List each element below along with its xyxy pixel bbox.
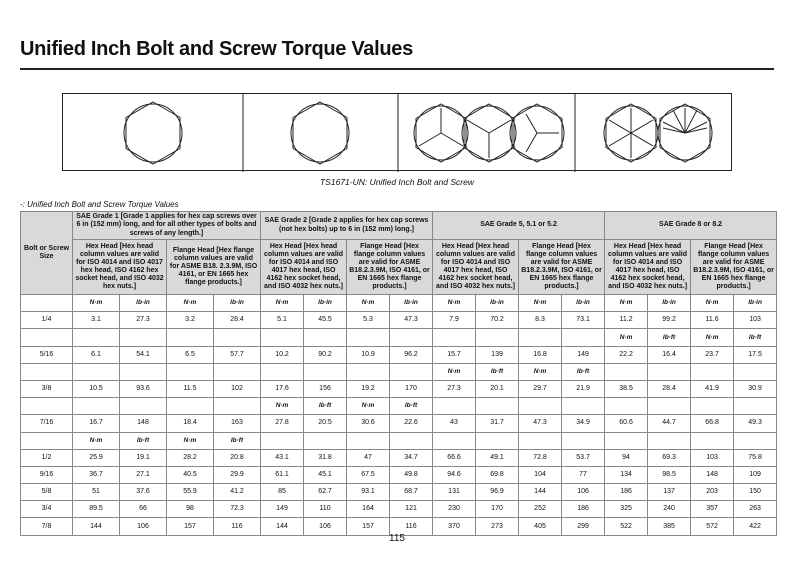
value-cell: 34.9 <box>562 415 605 432</box>
table-row <box>21 398 777 415</box>
unit-cell <box>347 363 390 380</box>
size-cell: 7/16 <box>21 415 73 432</box>
unit-cell <box>347 329 390 346</box>
value-cell: 6.1 <box>73 346 120 363</box>
value-cell: 28.4 <box>214 312 261 329</box>
value-cell: 98.5 <box>648 466 691 483</box>
unit-cell <box>476 432 519 449</box>
unit-cell: lb·in <box>734 295 777 312</box>
value-cell: 164 <box>347 501 390 518</box>
value-cell: 27.3 <box>433 380 476 397</box>
value-cell: 38.5 <box>605 380 648 397</box>
value-cell: 28.4 <box>648 380 691 397</box>
unit-cell: lb·in <box>120 295 167 312</box>
value-cell: 41.2 <box>214 484 261 501</box>
value-cell: 69.3 <box>648 449 691 466</box>
size-cell: 1/4 <box>21 312 73 329</box>
value-cell: 69.8 <box>476 466 519 483</box>
value-cell: 94 <box>605 449 648 466</box>
value-cell: 186 <box>605 484 648 501</box>
unit-cell <box>261 329 304 346</box>
value-cell: 47 <box>347 449 390 466</box>
unit-cell <box>648 432 691 449</box>
value-cell: 203 <box>691 484 734 501</box>
size-cell: 5/8 <box>21 484 73 501</box>
value-cell: 3.2 <box>167 312 214 329</box>
unit-cell <box>433 329 476 346</box>
value-cell: 96.2 <box>390 346 433 363</box>
value-cell: 99.2 <box>648 312 691 329</box>
table-caption: -: Unified Inch Bolt and Screw Torque Values <box>20 200 179 209</box>
size-cell <box>21 363 73 380</box>
value-cell: 156 <box>304 380 347 397</box>
value-cell: 230 <box>433 501 476 518</box>
unit-cell <box>73 329 120 346</box>
unit-cell <box>562 432 605 449</box>
value-cell: 144 <box>73 518 120 535</box>
unit-cell: N·m <box>433 295 476 312</box>
unit-cell: N·m <box>73 432 120 449</box>
value-cell: 67.5 <box>347 466 390 483</box>
value-cell: 572 <box>691 518 734 535</box>
value-cell: 263 <box>734 501 777 518</box>
size-cell: 3/8 <box>21 380 73 397</box>
unit-cell <box>519 329 562 346</box>
table-row <box>21 380 777 397</box>
value-cell: 73.1 <box>562 312 605 329</box>
value-cell: 72.3 <box>214 501 261 518</box>
value-cell: 25.9 <box>73 449 120 466</box>
bolt-head-diagram <box>63 94 733 172</box>
header-g5-hex: Hex Head [Hex head column values are valid for ISO 4014 and ISO 4017 hex head, ISO 4162 hex socket head, and ISO 4032 hex nuts.] <box>433 240 519 295</box>
value-cell: 186 <box>562 501 605 518</box>
unit-cell: N·m <box>261 398 304 415</box>
value-cell: 49.1 <box>476 449 519 466</box>
value-cell: 43.1 <box>261 449 304 466</box>
value-cell: 137 <box>648 484 691 501</box>
value-cell: 10.5 <box>73 380 120 397</box>
unit-cell: lb·ft <box>304 398 347 415</box>
table-row <box>21 363 777 380</box>
value-cell: 77 <box>562 466 605 483</box>
unit-cell: N·m <box>519 363 562 380</box>
unit-cell <box>390 432 433 449</box>
unit-cell: lb·ft <box>562 363 605 380</box>
table-row <box>21 415 777 432</box>
table-row <box>21 501 777 518</box>
value-cell: 405 <box>519 518 562 535</box>
value-cell: 20.8 <box>214 449 261 466</box>
value-cell: 17.6 <box>261 380 304 397</box>
unit-cell <box>214 363 261 380</box>
unit-cell: lb·ft <box>120 432 167 449</box>
value-cell: 18.4 <box>167 415 214 432</box>
size-cell <box>21 295 73 312</box>
value-cell: 102 <box>214 380 261 397</box>
value-cell: 134 <box>605 466 648 483</box>
value-cell: 144 <box>261 518 304 535</box>
value-cell: 49.3 <box>734 415 777 432</box>
unit-cell <box>167 329 214 346</box>
value-cell: 150 <box>734 484 777 501</box>
unit-cell <box>304 329 347 346</box>
table-row <box>21 466 777 483</box>
value-cell: 93.1 <box>347 484 390 501</box>
value-cell: 93.6 <box>120 380 167 397</box>
unit-cell <box>73 363 120 380</box>
value-cell: 85 <box>261 484 304 501</box>
value-cell: 116 <box>390 518 433 535</box>
value-cell: 170 <box>390 380 433 397</box>
value-cell: 30.6 <box>347 415 390 432</box>
value-cell: 11.5 <box>167 380 214 397</box>
table-row <box>21 295 777 312</box>
value-cell: 36.7 <box>73 466 120 483</box>
header-g1-flange: Flange Head [Hex flange column values are valid for ASME B18. 2.3.9M, ISO 4161, or EN 1665 hex flange products.] <box>167 240 261 295</box>
value-cell: 20.5 <box>304 415 347 432</box>
unit-cell: N·m <box>347 398 390 415</box>
unit-cell <box>562 398 605 415</box>
unit-cell <box>648 398 691 415</box>
unit-cell <box>562 329 605 346</box>
value-cell: 273 <box>476 518 519 535</box>
value-cell: 157 <box>167 518 214 535</box>
value-cell: 29.9 <box>214 466 261 483</box>
size-cell <box>21 432 73 449</box>
bolt-head-figure <box>62 93 732 171</box>
header-g8-hex: Hex Head [Hex head column values are valid for ISO 4014 and ISO 4017 hex head, ISO 4162 hex socket head, and ISO 4032 hex nuts.] <box>605 240 691 295</box>
value-cell: 54.1 <box>120 346 167 363</box>
value-cell: 60.6 <box>605 415 648 432</box>
unit-cell: N·m <box>605 329 648 346</box>
value-cell: 68.7 <box>390 484 433 501</box>
value-cell: 31.7 <box>476 415 519 432</box>
unit-cell <box>214 398 261 415</box>
value-cell: 370 <box>433 518 476 535</box>
value-cell: 106 <box>304 518 347 535</box>
value-cell: 19.1 <box>120 449 167 466</box>
value-cell: 37.6 <box>120 484 167 501</box>
unit-cell: N·m <box>347 295 390 312</box>
unit-cell: N·m <box>691 329 734 346</box>
unit-cell <box>167 363 214 380</box>
value-cell: 148 <box>691 466 734 483</box>
value-cell: 15.7 <box>433 346 476 363</box>
value-cell: 34.7 <box>390 449 433 466</box>
value-cell: 44.7 <box>648 415 691 432</box>
value-cell: 157 <box>347 518 390 535</box>
value-cell: 3.1 <box>73 312 120 329</box>
value-cell: 40.5 <box>167 466 214 483</box>
value-cell: 66.6 <box>433 449 476 466</box>
value-cell: 106 <box>562 484 605 501</box>
value-cell: 28.2 <box>167 449 214 466</box>
size-cell: 5/16 <box>21 346 73 363</box>
value-cell: 27.1 <box>120 466 167 483</box>
unit-cell <box>261 432 304 449</box>
value-cell: 170 <box>476 501 519 518</box>
value-cell: 16.8 <box>519 346 562 363</box>
table-row <box>21 484 777 501</box>
unit-cell <box>304 432 347 449</box>
value-cell: 22.2 <box>605 346 648 363</box>
value-cell: 131 <box>433 484 476 501</box>
value-cell: 94.6 <box>433 466 476 483</box>
value-cell: 45.1 <box>304 466 347 483</box>
table-row <box>21 312 777 329</box>
value-cell: 66 <box>120 501 167 518</box>
value-cell: 31.8 <box>304 449 347 466</box>
size-cell <box>21 398 73 415</box>
unit-cell: lb·in <box>476 295 519 312</box>
header-grade-5: SAE Grade 5, 5.1 or 5.2 <box>433 212 605 240</box>
value-cell: 8.3 <box>519 312 562 329</box>
unit-cell <box>734 398 777 415</box>
value-cell: 144 <box>519 484 562 501</box>
value-cell: 30.9 <box>734 380 777 397</box>
value-cell: 70.2 <box>476 312 519 329</box>
table-row <box>21 449 777 466</box>
unit-cell <box>734 363 777 380</box>
unit-cell: lb·in <box>648 295 691 312</box>
unit-cell <box>214 329 261 346</box>
header-g2-hex: Hex Head [Hex head column values are valid for ISO 4014 and ISO 4017 hex head, ISO 4162 hex socket head, and ISO 4032 hex nuts.] <box>261 240 347 295</box>
size-cell: 1/2 <box>21 449 73 466</box>
unit-cell <box>433 432 476 449</box>
table-row <box>21 329 777 346</box>
value-cell: 98 <box>167 501 214 518</box>
value-cell: 522 <box>605 518 648 535</box>
value-cell: 116 <box>214 518 261 535</box>
header-g1-hex: Hex Head [Hex head column values are valid for ISO 4014 and ISO 4017 hex head, ISO 4162 hex socket head, and ISO 4032 hex nuts.] <box>73 240 167 295</box>
header-grade-8: SAE Grade 8 or 8.2 <box>605 212 777 240</box>
value-cell: 16.7 <box>73 415 120 432</box>
value-cell: 5.1 <box>261 312 304 329</box>
value-cell: 57.7 <box>214 346 261 363</box>
title-rule <box>20 68 774 70</box>
value-cell: 90.2 <box>304 346 347 363</box>
value-cell: 139 <box>476 346 519 363</box>
value-cell: 104 <box>519 466 562 483</box>
unit-cell <box>476 398 519 415</box>
value-cell: 22.6 <box>390 415 433 432</box>
unit-cell <box>605 363 648 380</box>
value-cell: 11.2 <box>605 312 648 329</box>
unit-cell <box>390 363 433 380</box>
unit-cell: N·m <box>73 295 120 312</box>
value-cell: 72.8 <box>519 449 562 466</box>
value-cell: 55.9 <box>167 484 214 501</box>
unit-cell <box>304 363 347 380</box>
value-cell: 51 <box>73 484 120 501</box>
header-g2-flange: Flange Head [Hex flange column values are valid for ASME B18.2.3.9M, ISO 4161, or EN 1665 hex flange products.] <box>347 240 433 295</box>
unit-cell <box>167 398 214 415</box>
table-row <box>21 346 777 363</box>
value-cell: 89.5 <box>73 501 120 518</box>
value-cell: 19.2 <box>347 380 390 397</box>
value-cell: 23.7 <box>691 346 734 363</box>
value-cell: 11.6 <box>691 312 734 329</box>
value-cell: 422 <box>734 518 777 535</box>
unit-cell: lb·in <box>304 295 347 312</box>
header-grade-1: SAE Grade 1 [Grade 1 applies for hex cap screws over 6 in (152 mm) long, and for all other types of bolts and screws of any length.] <box>73 212 261 240</box>
value-cell: 20.1 <box>476 380 519 397</box>
value-cell: 385 <box>648 518 691 535</box>
value-cell: 148 <box>120 415 167 432</box>
unit-cell: N·m <box>605 295 648 312</box>
value-cell: 62.7 <box>304 484 347 501</box>
value-cell: 27.3 <box>120 312 167 329</box>
unit-cell <box>120 363 167 380</box>
value-cell: 21.9 <box>562 380 605 397</box>
value-cell: 163 <box>214 415 261 432</box>
value-cell: 47.3 <box>519 415 562 432</box>
torque-table <box>20 211 777 536</box>
unit-cell <box>691 363 734 380</box>
unit-cell <box>390 329 433 346</box>
header-g5-flange: Flange Head [Hex flange column values are valid for ASME B18.2.3.9M, ISO 4161, or EN 1665 hex flange products.] <box>519 240 605 295</box>
value-cell: 325 <box>605 501 648 518</box>
value-cell: 53.7 <box>562 449 605 466</box>
unit-cell: lb·ft <box>214 432 261 449</box>
value-cell: 5.3 <box>347 312 390 329</box>
value-cell: 252 <box>519 501 562 518</box>
unit-cell: N·m <box>261 295 304 312</box>
size-cell: 3/4 <box>21 501 73 518</box>
value-cell: 149 <box>261 501 304 518</box>
value-cell: 29.7 <box>519 380 562 397</box>
unit-cell: lb·in <box>390 295 433 312</box>
table-row <box>21 432 777 449</box>
unit-cell <box>120 398 167 415</box>
value-cell: 110 <box>304 501 347 518</box>
unit-cell <box>73 398 120 415</box>
unit-cell: N·m <box>691 295 734 312</box>
unit-cell <box>476 329 519 346</box>
value-cell: 41.9 <box>691 380 734 397</box>
unit-cell: N·m <box>433 363 476 380</box>
unit-cell <box>691 432 734 449</box>
value-cell: 61.1 <box>261 466 304 483</box>
value-cell: 96.9 <box>476 484 519 501</box>
unit-cell <box>734 432 777 449</box>
value-cell: 43 <box>433 415 476 432</box>
value-cell: 106 <box>120 518 167 535</box>
unit-cell <box>648 363 691 380</box>
page-title: Unified Inch Bolt and Screw Torque Values <box>20 38 413 60</box>
unit-cell: lb·ft <box>734 329 777 346</box>
size-cell: 9/16 <box>21 466 73 483</box>
value-cell: 240 <box>648 501 691 518</box>
value-cell: 6.5 <box>167 346 214 363</box>
value-cell: 357 <box>691 501 734 518</box>
value-cell: 10.9 <box>347 346 390 363</box>
page-number: 115 <box>389 533 405 544</box>
value-cell: 45.5 <box>304 312 347 329</box>
value-cell: 299 <box>562 518 605 535</box>
unit-cell: lb·ft <box>648 329 691 346</box>
value-cell: 103 <box>734 312 777 329</box>
unit-cell: N·m <box>167 295 214 312</box>
unit-cell: lb·in <box>214 295 261 312</box>
value-cell: 27.8 <box>261 415 304 432</box>
value-cell: 109 <box>734 466 777 483</box>
unit-cell <box>519 432 562 449</box>
unit-cell: lb·ft <box>476 363 519 380</box>
unit-cell: N·m <box>519 295 562 312</box>
header-size: Bolt or Screw Size <box>21 212 73 295</box>
figure-caption: TS1671-UN: Unified Inch Bolt and Screw <box>319 177 475 187</box>
torque-table-body <box>21 295 777 536</box>
header-grade-2: SAE Grade 2 [Grade 2 applies for hex cap screws (not hex bolts) up to 6 in (152 mm) long.] <box>261 212 433 240</box>
value-cell: 121 <box>390 501 433 518</box>
unit-cell <box>605 432 648 449</box>
value-cell: 75.8 <box>734 449 777 466</box>
unit-cell <box>261 363 304 380</box>
unit-cell <box>433 398 476 415</box>
unit-cell: lb·in <box>562 295 605 312</box>
value-cell: 103 <box>691 449 734 466</box>
value-cell: 16.4 <box>648 346 691 363</box>
unit-cell <box>691 398 734 415</box>
unit-cell <box>120 329 167 346</box>
value-cell: 7.9 <box>433 312 476 329</box>
size-cell <box>21 329 73 346</box>
unit-cell: N·m <box>167 432 214 449</box>
header-g8-flange: Flange Head [Hex flange column values are valid for ASME B18.2.3.9M, ISO 4161, or EN 1665 hex flange products.] <box>691 240 777 295</box>
value-cell: 149 <box>562 346 605 363</box>
value-cell: 47.3 <box>390 312 433 329</box>
unit-cell <box>605 398 648 415</box>
unit-cell: lb·ft <box>390 398 433 415</box>
value-cell: 49.8 <box>390 466 433 483</box>
value-cell: 17.5 <box>734 346 777 363</box>
unit-cell <box>519 398 562 415</box>
value-cell: 66.8 <box>691 415 734 432</box>
size-cell: 7/8 <box>21 518 73 535</box>
unit-cell <box>347 432 390 449</box>
value-cell: 10.2 <box>261 346 304 363</box>
